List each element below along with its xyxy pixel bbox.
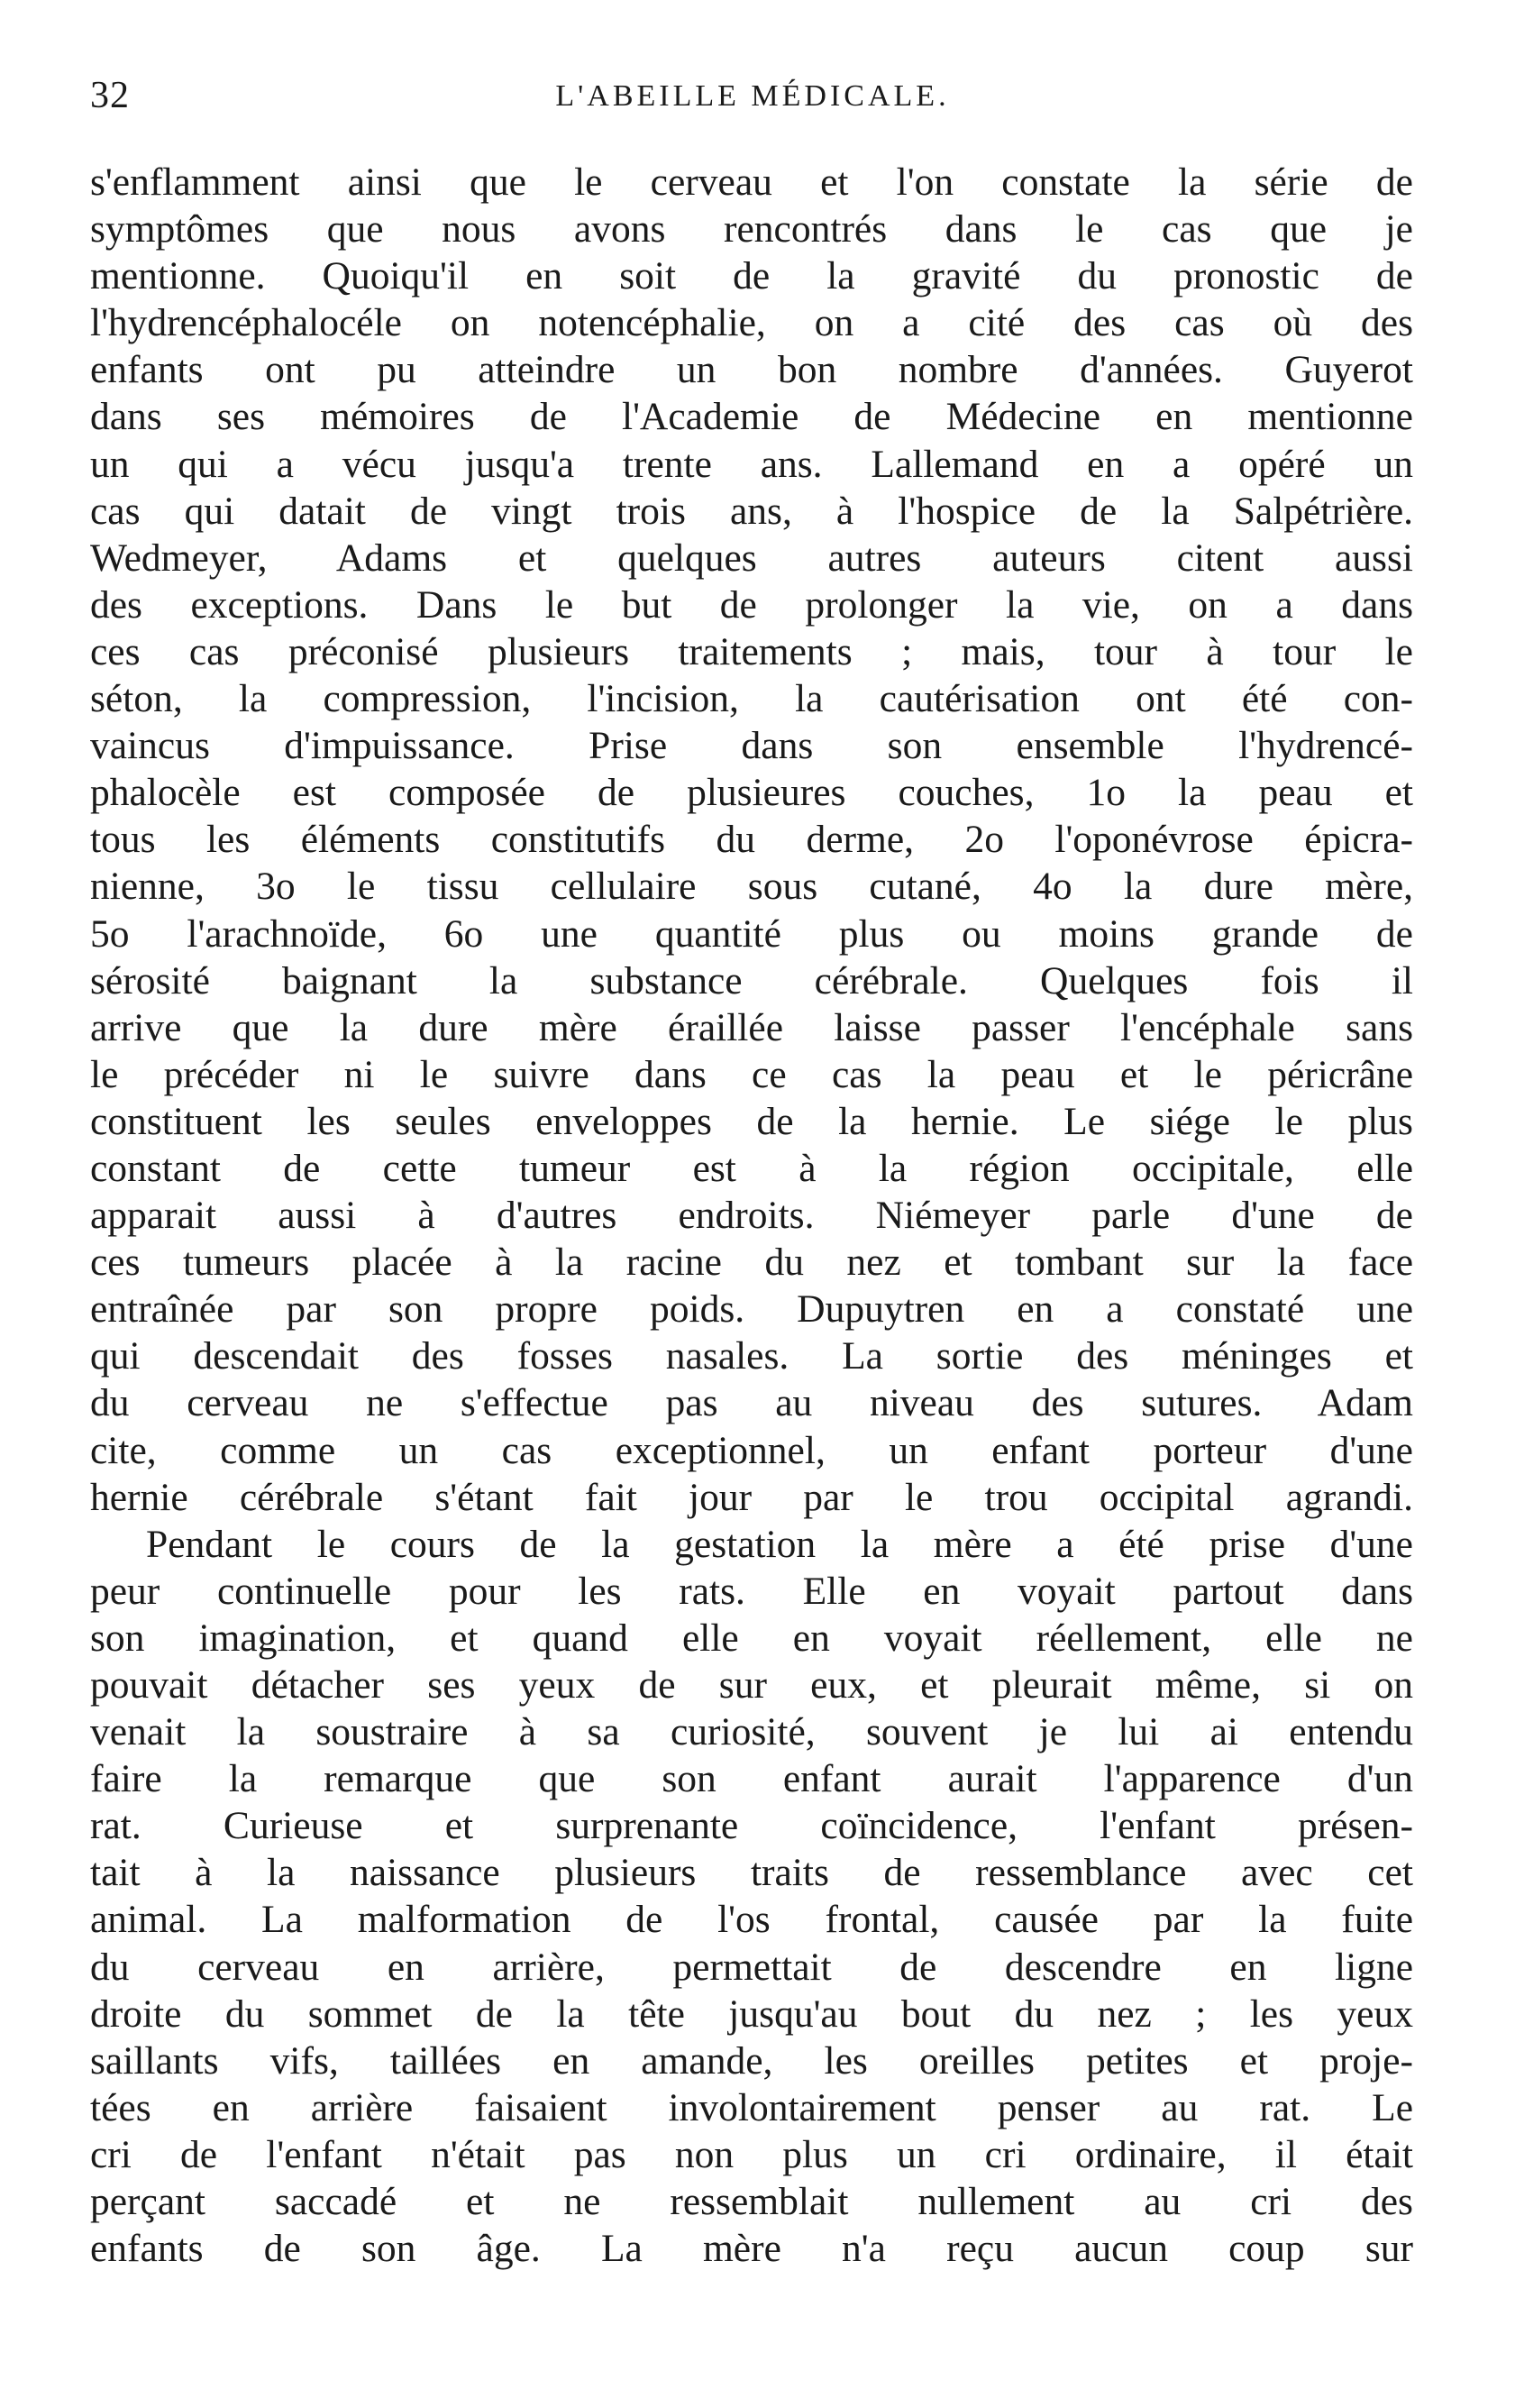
text-line: entraînée par son propre poids. Dupuytren en a constaté une <box>90 1287 1413 1332</box>
text-line: l'hydrencéphalocéle on notencéphalie, on a cité des cas où des <box>90 301 1413 345</box>
text-line: cite, comme un cas exceptionnel, un enfant porteur d'une <box>90 1428 1413 1472</box>
text-line: tait à la naissance plusieurs traits de ressemblance avec cet <box>90 1851 1413 1895</box>
text-line: pouvait détacher ses yeux de sur eux, et pleurait même, si on <box>90 1663 1413 1707</box>
text-line: s'enflamment ainsi que le cerveau et l'on constate la série de <box>90 160 1413 204</box>
text-line: sérosité baignant la substance cérébrale. Quelques fois il <box>90 958 1413 1003</box>
text-line: saillants vifs, taillées en amande, les oreilles petites et proje- <box>90 2038 1413 2083</box>
text-line: constant de cette tumeur est à la région occipitale, elle <box>90 1146 1413 1190</box>
text-line: tous les éléments constitutifs du derme, 2o l'oponévrose épicra- <box>90 818 1413 862</box>
text-line: dans ses mémoires de l'Academie de Médecine en mentionne <box>90 395 1413 439</box>
text-line: nienne, 3o le tissu cellulaire sous cutané, 4o la dure mère, <box>90 865 1413 909</box>
text-line: cri de l'enfant n'était pas non plus un cri ordinaire, il était <box>90 2132 1413 2176</box>
text-line: le précéder ni le suivre dans ce cas la peau et le péricrâne <box>90 1052 1413 1096</box>
text-line: ces tumeurs placée à la racine du nez et tombant sur la face <box>90 1241 1413 1285</box>
text-line: animal. La malformation de l'os frontal, causée par la fuite <box>90 1898 1413 1942</box>
page-header <box>90 74 1415 128</box>
text-line: tées en arrière faisaient involontairement penser au rat. Le <box>90 2085 1413 2129</box>
text-line: enfants de son âge. La mère n'a reçu aucun coup sur <box>90 2227 1413 2271</box>
text-line: Wedmeyer, Adams et quelques autres auteurs citent aussi <box>90 536 1413 580</box>
text-line: droite du sommet de la tête jusqu'au bout du nez ; les yeux <box>90 1991 1413 2036</box>
text-line: venait la soustraire à sa curiosité, souvent je lui ai entendu <box>90 1710 1413 1754</box>
text-line: du cerveau en arrière, permettait de descendre en ligne <box>90 1945 1413 1989</box>
text-line: perçant saccadé et ne ressemblait nullement au cri des <box>90 2180 1413 2224</box>
running-title: L'ABEILLE MÉDICALE. <box>555 79 950 113</box>
text-line: des exceptions. Dans le but de prolonger la vie, on a dans <box>90 582 1413 627</box>
text-line: mentionne. Quoiqu'il en soit de la gravité du pronostic de <box>90 254 1413 298</box>
text-line: enfants ont pu atteindre un bon nombre d'années. Guyerot <box>90 348 1413 392</box>
text-line: cas qui datait de vingt trois ans, à l'hospice de la Salpétrière. <box>90 489 1413 533</box>
text-line: vaincus d'impuissance. Prise dans son ensemble l'hydrencé- <box>90 724 1413 768</box>
text-line: arrive que la dure mère éraillée laisse passer l'encéphale sans <box>90 1005 1413 1049</box>
text-line: hernie cérébrale s'étant fait jour par le trou occipital agrandi. <box>90 1475 1413 1519</box>
text-line: peur continuelle pour les rats. Elle en voyait partout dans <box>90 1569 1413 1613</box>
page-number: 32 <box>90 75 130 116</box>
text-line: symptômes que nous avons rencontrés dans le cas que je <box>90 207 1413 252</box>
text-line: 5o l'arachnoïde, 6o une quantité plus ou moins grande de <box>90 911 1413 956</box>
text-line: faire la remarque que son enfant aurait l'apparence d'un <box>90 1757 1413 1801</box>
text-line: ces cas préconisé plusieurs traitements ; mais, tour à tour le <box>90 629 1413 673</box>
text-line: un qui a vécu jusqu'a trente ans. Lallemand en a opéré un <box>90 442 1413 486</box>
text-line: constituent les seules enveloppes de la hernie. Le siége le plus <box>90 1099 1413 1143</box>
body-text <box>90 159 1413 2272</box>
text-line: apparait aussi à d'autres endroits. Niémeyer parle d'une de <box>90 1194 1413 1238</box>
text-line: du cerveau ne s'effectue pas au niveau des sutures. Adam <box>90 1381 1413 1425</box>
text-line: rat. Curieuse et surprenante coïncidence, l'enfant présen- <box>90 1804 1413 1848</box>
text-line: phalocèle est composée de plusieures couches, 1o la peau et <box>90 771 1413 815</box>
text-line: son imagination, et quand elle en voyait réellement, elle ne <box>90 1616 1413 1660</box>
text-line: qui descendait des fosses nasales. La sortie des méninges et <box>90 1334 1413 1378</box>
text-line: Pendant le cours de la gestation la mère a été prise d'une <box>146 1522 1413 1566</box>
text-line: séton, la compression, l'incision, la cautérisation ont été con- <box>90 677 1413 721</box>
